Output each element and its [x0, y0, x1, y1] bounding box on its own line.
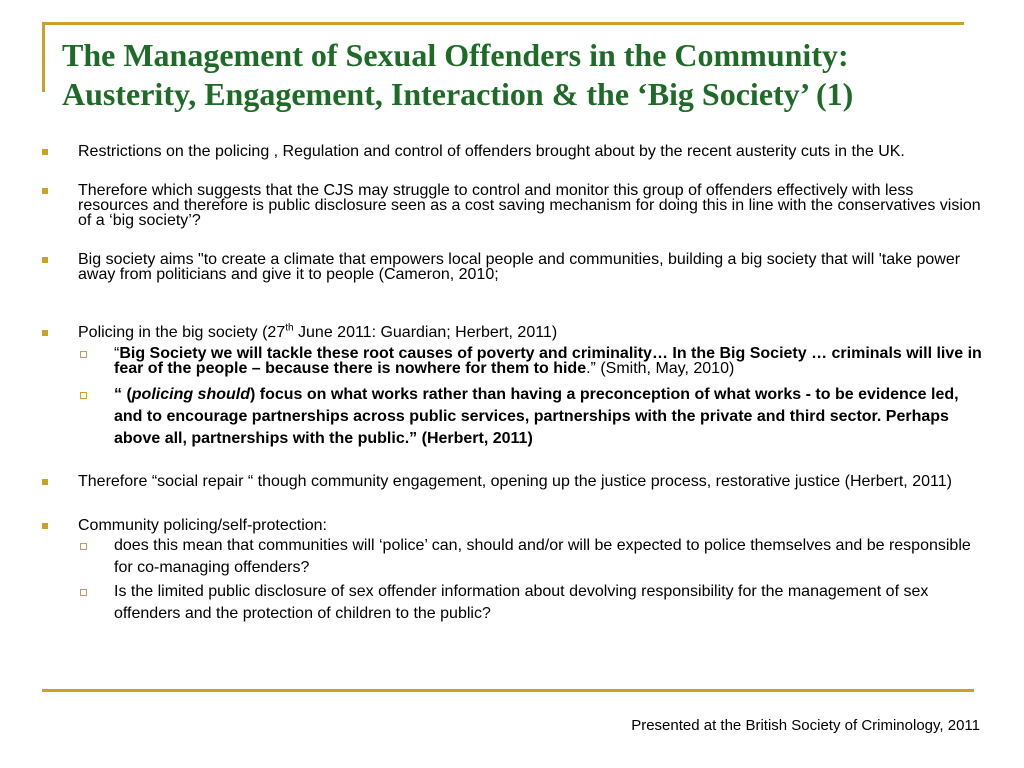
bullet-item: [40, 144, 985, 159]
hollow-square-bullet-icon: [80, 543, 87, 550]
square-bullet-icon: [42, 479, 48, 485]
footer-credit: Presented at the British Society of Criminology, 2011: [631, 717, 980, 734]
title-line-2: Austerity, Engagement, Interaction & the ‘Big Society’ (1): [62, 76, 854, 112]
bullet-item: [40, 322, 985, 341]
hollow-square-bullet-icon: [80, 589, 87, 596]
bullet-text: Therefore “social repair “ though community engagement, opening up the justice process, restorative justice (Herbert, 2011): [78, 473, 952, 490]
bullet-text: Therefore which suggests that the CJS may struggle to control and monitor this group of offenders effectively with less resources and therefore is public disclosure seen as a cost saving mechanism for doing this in line with the conservatives vision of a ‘big society’?: [78, 182, 981, 229]
frame-bottom-rule: [42, 689, 974, 692]
quote-citation: .” (Smith, May, 2010): [586, 360, 735, 377]
title-line-1: The Management of Sexual Offenders in the Community:: [62, 37, 849, 73]
bullet-item: [40, 518, 985, 533]
bullet-text-prefix: Policing in the big society (27: [78, 324, 286, 341]
bullet-item: [40, 474, 985, 489]
bullet-item: [40, 183, 985, 228]
frame-left-rule: [42, 22, 45, 92]
hollow-square-bullet-icon: [80, 392, 87, 399]
quote-open: “: [114, 345, 120, 362]
sub-bullet-item: [78, 581, 985, 625]
quote-bold-text: ) focus on what works rather than having a preconception of what works - to be evidence led, and to encourage partnerships across public services, partnerships with the private and third sector. Perhaps above all, partnerships with the public.” (Herbert, 2011): [114, 386, 959, 447]
sub-bullet-item: [78, 384, 985, 450]
slide-body: [40, 144, 985, 625]
slide-title: [62, 36, 1012, 114]
bullet-text: Restrictions on the policing , Regulation and control of offenders brought about by the recent austerity cuts in the UK.: [78, 143, 905, 160]
quote-italic-text: policing should: [131, 386, 250, 403]
bullet-item: [40, 252, 985, 282]
bullet-text-superscript: th: [285, 322, 294, 334]
square-bullet-icon: [42, 149, 48, 155]
frame-top-rule: [42, 22, 964, 25]
square-bullet-icon: [42, 523, 48, 529]
hollow-square-bullet-icon: [80, 351, 87, 358]
sub-bullet-item: [78, 535, 985, 579]
square-bullet-icon: [42, 257, 48, 263]
quote-open: “ (: [114, 386, 132, 403]
sub-bullet-item: [78, 346, 985, 376]
bullet-text-suffix: June 2011: Guardian; Herbert, 2011): [293, 324, 558, 341]
bullet-text: Big society aims "to create a climate that empowers local people and communities, building a big society that will 'take power away from politicians and give it to people (Cameron, 2010;: [78, 251, 961, 283]
square-bullet-icon: [42, 188, 48, 194]
quote-bold-text: Big Society we will tackle these root causes of poverty and criminality… In the Big Society … criminals will live in fear of the people – because there is nowhere for them to hide: [114, 345, 982, 377]
sub-bullet-text: Is the limited public disclosure of sex offender information about devolving responsibility for the management of sex offenders and the protection of children to the public?: [114, 583, 929, 622]
sub-bullet-text: does this mean that communities will ‘police’ can, should and/or will be expected to police themselves and be responsible for co-managing offenders?: [114, 537, 971, 576]
bullet-text: Community policing/self-protection:: [78, 517, 327, 534]
square-bullet-icon: [42, 330, 48, 336]
